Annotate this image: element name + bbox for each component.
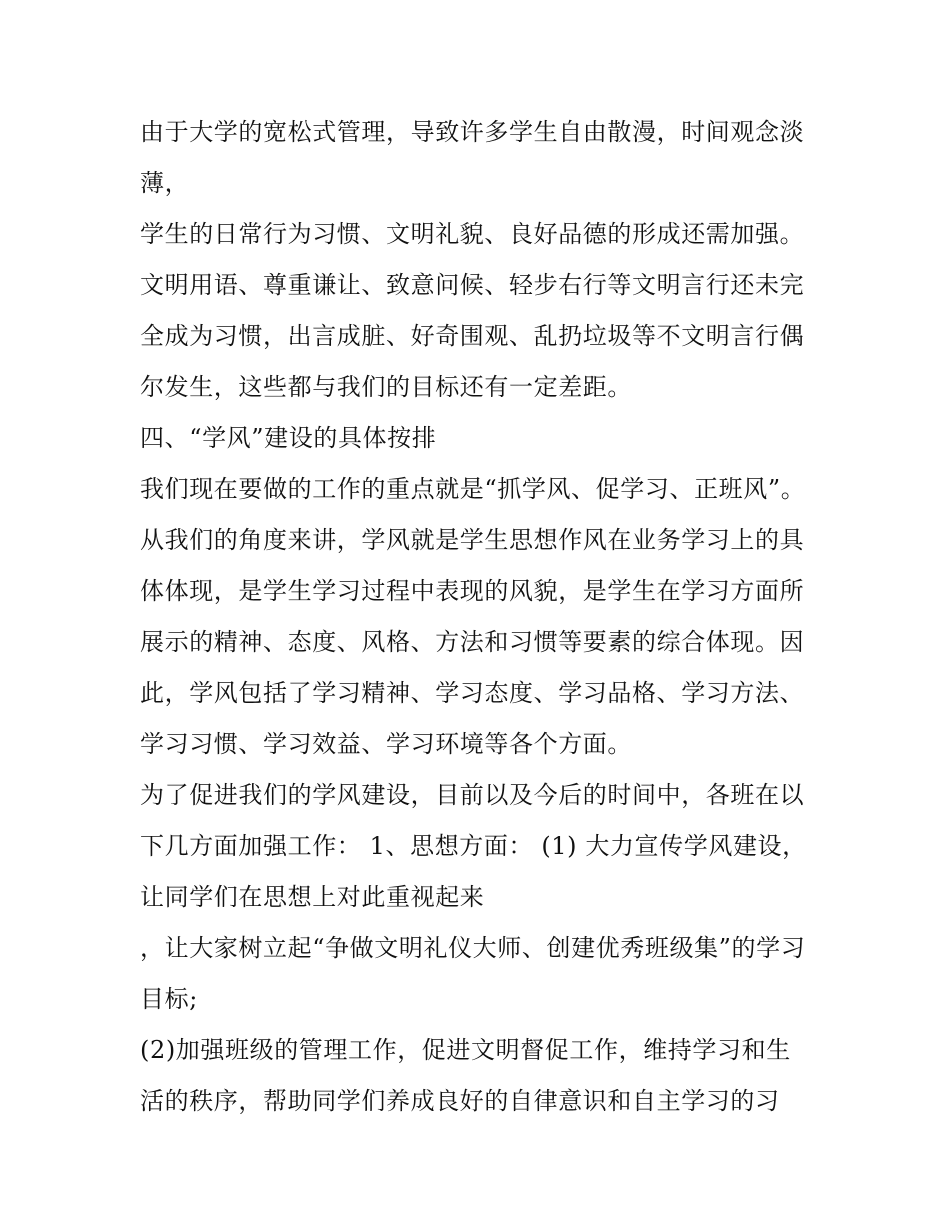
text-line: 此，学风包括了学习精神、学习态度、学习品格、学习方法、 (140, 679, 805, 707)
text-line: 让同学们在思想上对此重视起来 (140, 883, 485, 911)
section-heading: 四、“学风”建设的具体按排 (140, 424, 437, 452)
text-line: ，让大家树立起“争做文明礼仪大师、创建优秀班级集”的学习 (140, 934, 806, 962)
text-line: 薄， (140, 169, 190, 197)
text-line: 体体现，是学生学习过程中表现的风貌，是学生在学习方面所 (140, 577, 805, 605)
document-body (140, 107, 820, 1127)
text-line: 活的秩序，帮助同学们养成良好的自律意识和自主学习的习 (140, 1087, 780, 1115)
text-line: 展示的精神、态度、风格、方法和习惯等要素的综合体现。因 (140, 628, 805, 656)
text-line: 目标; (140, 985, 198, 1013)
text-line: 从我们的角度来讲，学风就是学生思想作风在业务学习上的具 (140, 526, 805, 554)
text-line: 下几方面加强工作： 1、思想方面： (1) 大力宣传学风建设， (140, 832, 807, 860)
text-line: 全成为习惯，出言成脏、好奇围观、乱扔垃圾等不文明言行偶 (140, 322, 805, 350)
text-line: 学生的日常行为习惯、文明礼貌、良好品德的形成还需加强。 (140, 220, 805, 248)
text-line: 由于大学的宽松式管理，导致许多学生自由散漫，时间观念淡 (140, 118, 805, 146)
text-line: 为了促进我们的学风建设，目前以及今后的时间中，各班在以 (140, 781, 805, 809)
text-line: 学习习惯、学习效益、学习环境等各个方面。 (140, 730, 632, 758)
text-line: 文明用语、尊重谦让、致意问候、轻步右行等文明言行还未完 (140, 271, 805, 299)
text-line: (2)加强班级的管理工作，促进文明督促工作，维持学习和生 (140, 1036, 791, 1064)
text-line: 尔发生，这些都与我们的目标还有一定差距。 (140, 373, 632, 401)
text-line: 我们现在要做的工作的重点就是“抓学风、促学习、正班风”。 (140, 475, 806, 503)
